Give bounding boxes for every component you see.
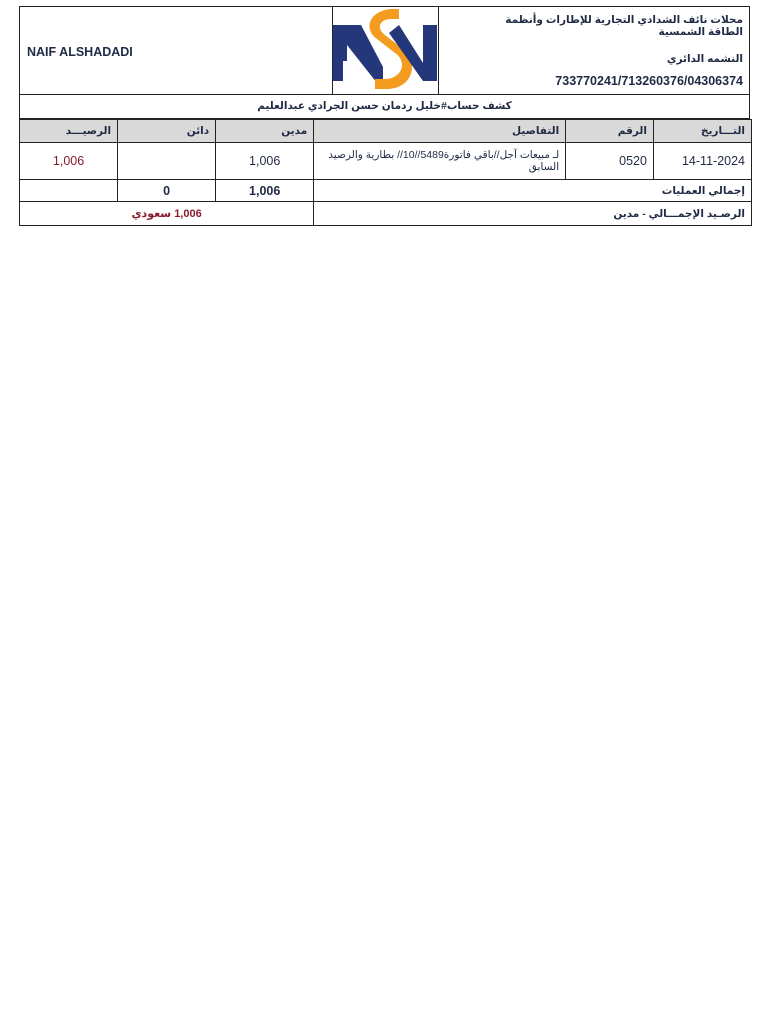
brand-name-en: NAIF ALSHADADI <box>27 45 133 59</box>
table-row <box>20 143 752 180</box>
business-name: محلات نائف الشدادي التجارية للإطارات وأنظمة الطاقة الشمسية <box>505 14 743 38</box>
table-header-row <box>20 120 752 143</box>
col-header-balance: الرصيـــد <box>20 120 118 143</box>
row-debit: 1,006 <box>216 143 314 180</box>
header-right-box <box>437 7 749 94</box>
business-phones: 733770241/713260376/04306374 <box>555 74 743 88</box>
totals-row <box>20 180 752 202</box>
col-header-date: التـــاريخ <box>653 120 751 143</box>
col-header-credit: دائن <box>118 120 216 143</box>
statement-header <box>19 6 750 94</box>
row-balance: 1,006 <box>20 143 118 180</box>
totals-label: إجمالي العمليات <box>314 180 752 202</box>
grand-total-row <box>20 202 752 226</box>
row-details: لـ مبيعات آجل//باقي فاتورة5489//10// بطارية والرصيد السابق <box>314 143 566 180</box>
statement-title: كشف حساب#خليل ردمان حسن الجرادي عبدالعليم <box>19 94 750 119</box>
company-logo-icon <box>332 7 439 94</box>
grand-total-value: 1,006 سعودي <box>20 202 314 226</box>
row-date: 14-11-2024 <box>653 143 751 180</box>
row-number: 0520 <box>566 143 654 180</box>
totals-credit: 0 <box>118 180 216 202</box>
grand-total-label: الرصـيد الإجمـــالي - مدين <box>314 202 752 226</box>
col-header-debit: مدين <box>216 120 314 143</box>
row-credit <box>118 143 216 180</box>
business-location: النشمه الدائري <box>666 53 743 65</box>
col-header-details: التفاصيل <box>314 120 566 143</box>
header-left-box <box>20 7 332 94</box>
totals-balance <box>20 180 118 202</box>
col-header-number: الرقم <box>566 120 654 143</box>
account-statement <box>19 6 750 226</box>
statement-table <box>19 119 752 226</box>
totals-debit: 1,006 <box>216 180 314 202</box>
